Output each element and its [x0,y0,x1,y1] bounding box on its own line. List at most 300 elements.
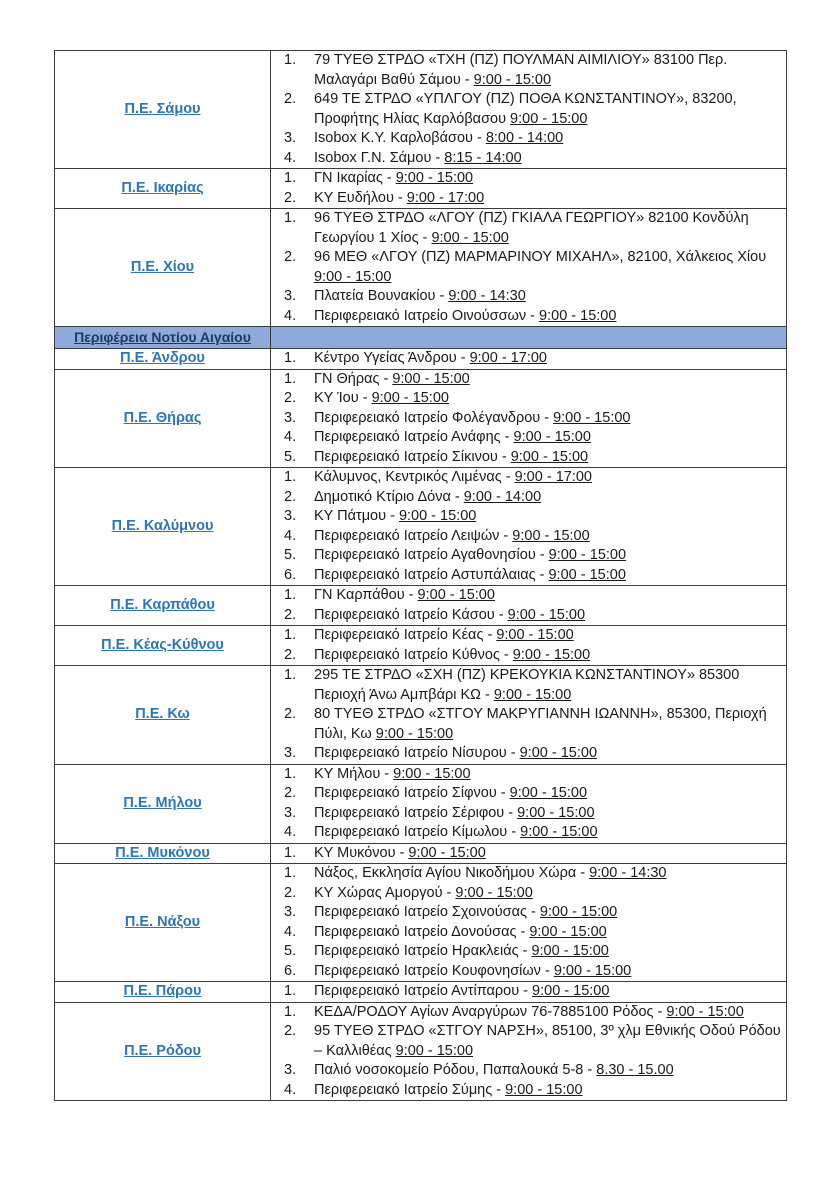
item-number: 3. [284,1062,297,1078]
item-number: 1. [284,587,297,603]
items-cell [271,586,787,626]
facility-item [271,389,786,409]
item-text: Δημοτικό Κτίριο Δόνα - [314,488,464,505]
items-cell [271,1002,787,1101]
item-body [314,705,786,744]
item-time: 9:00 - 15:00 [417,587,495,603]
item-number: 5. [284,943,297,959]
item-number: 2. [284,91,297,107]
item-number: 1. [284,350,297,366]
item-text: Περιφερειακό Ιατρείο Σίφνου - [314,785,510,801]
item-number: 4. [284,824,297,840]
item-body [314,804,786,824]
item-text: Περιφερειακό Ιατρείο Αγαθονησίου - [314,547,549,563]
item-time: 9:00 - 15:00 [314,268,392,285]
item-body [314,586,786,606]
region-cell [55,1002,271,1101]
item-text: ΚΥ Μήλου - [314,765,394,782]
item-text: ΚΥ Μυκόνου - [314,844,409,861]
item-time: 9:00 - 15:00 [532,983,610,999]
item-time: 9:00 - 15:00 [392,370,470,387]
facility-item [271,1081,786,1101]
items-cell [271,51,787,169]
item-body [314,248,786,287]
item-text: Περιφερειακό Ιατρείο Λειψών - [314,527,513,544]
item-number: 6. [284,962,297,979]
item-time: 9:00 - 15:00 [398,508,477,524]
facility-list [271,1003,786,1101]
item-number: 2. [284,249,297,265]
facility-item [271,307,786,327]
item-number: 3. [284,804,297,821]
region-cell [55,369,271,468]
item-time: 9:00 - 15:00 [517,804,595,821]
item-text: Περιφερειακό Ιατρείο Ηρακλειάς - [314,943,532,959]
item-text: Περιφερειακό Ιατρείο Σίκινου - [314,448,511,465]
item-time: 9:00 - 17:00 [469,350,547,366]
item-text: Παλιό νοσοκομείο Ρόδου, Παπαλουκά 5-8 - [314,1062,597,1078]
facility-list [271,666,786,764]
item-number: 5. [284,448,297,465]
item-number: 1. [284,667,297,683]
facility-item [271,287,786,307]
item-text: Περιφερειακό Ιατρείο Σύμης - [314,1081,506,1098]
item-number: 1. [284,52,297,68]
facility-item [271,784,786,804]
item-number: 4. [284,923,297,940]
table-row [55,586,787,626]
item-body [314,507,786,527]
item-number: 2. [284,646,297,663]
facility-item [271,409,786,429]
facility-item [271,546,786,566]
item-number: 1. [284,627,297,643]
table-row [55,209,787,327]
item-time: 9:00 - 15:00 [510,110,588,127]
facility-list [271,844,786,864]
item-text: Περιφερειακό Ιατρείο Αστυπάλαιας - [314,566,549,583]
band-cell [55,327,271,349]
item-text: 80 ΤΥΕΘ ΣΤΡΔΟ «ΣΤΓΟΥ ΜΑΚΡΥΓΙΑΝΝΗ ΙΩΑΝΝΗ», 85300, Περιοχή Πύλι, Κω [314,706,767,742]
region-cell [55,349,271,370]
item-body [314,823,786,843]
item-time: 9:00 - 15:00 [408,844,486,861]
table-row [55,843,787,864]
item-text: Περιφερειακό Ιατρείο Κέας - [314,627,497,643]
item-time: 9:00 - 15:00 [455,884,533,901]
items-cell [271,864,787,982]
facility-item [271,864,786,884]
item-text: ΓΝ Ικαρίας - [314,170,396,186]
item-text: Περιφερειακό Ιατρείο Σχοινούσας - [314,904,540,920]
region-link[interactable]: Π.Ε. Νάξου [124,914,201,930]
item-body [314,962,786,982]
item-number: 1. [284,210,297,226]
item-time: 9:00 - 15:00 [513,429,591,445]
item-body [314,1081,786,1101]
items-cell [271,843,787,864]
item-text: Περιφερειακό Ιατρείο Κύθνος - [314,646,513,663]
item-number: 2. [284,488,297,505]
region-cell [55,51,271,169]
region-link[interactable]: Π.Ε. Πάρου [123,983,202,1000]
table-row [55,1002,787,1101]
item-text: Isobox Κ.Υ. Καρλοβάσου - [314,130,486,146]
item-body [314,488,786,508]
item-body [314,527,786,547]
item-number: 1. [284,370,297,387]
item-number: 1. [284,765,297,782]
table-row [55,982,787,1003]
item-body [314,546,786,566]
item-body [314,744,786,764]
facility-list [271,864,786,981]
facility-item [271,962,786,982]
region-link[interactable]: Π.Ε. Μήλου [123,795,202,811]
facility-list [271,626,786,665]
table-row [55,626,787,666]
item-body [314,448,786,468]
items-cell [271,982,787,1003]
table-row [55,864,787,982]
region-link[interactable]: Π.Ε. Ρόδου [124,1042,201,1059]
item-time: 9:00 - 15:00 [539,904,618,920]
item-time: 9:00 - 15:00 [395,1042,474,1059]
item-text: Περιφερειακό Ιατρείο Κίμωλου - [314,824,521,840]
item-body [314,884,786,904]
region-cell [55,586,271,626]
facility-table-body [55,51,787,1101]
item-number: 1. [284,1003,297,1020]
item-time: 9:00 - 15:00 [371,390,449,406]
facility-item [271,488,786,508]
health-facilities-table [54,50,787,1101]
item-time: 9:00 - 15:00 [395,170,474,186]
item-text: ΓΝ Καρπάθου - [314,587,418,603]
item-time: 9:00 - 15:00 [509,785,588,801]
item-number: 2. [284,884,297,901]
facility-list [271,370,786,468]
item-time: 9:00 - 15:00 [505,1081,583,1098]
facility-item [271,844,786,864]
item-time: 9:00 - 15:00 [539,307,617,324]
item-number: 4. [284,307,297,324]
facility-item [271,90,786,129]
item-time: 9:00 - 14:30 [589,865,667,881]
item-body [314,129,786,149]
facility-list [271,349,786,369]
item-text: Περιφερειακό Ιατρείο Κουφονησίων - [314,962,554,979]
item-number: 1. [284,170,297,186]
item-body [314,903,786,923]
region-cell [55,626,271,666]
item-body [314,90,786,129]
facility-item [271,468,786,488]
item-number: 4. [284,527,297,544]
region-link[interactable]: Π.Ε. Χίου [130,259,195,275]
facility-list [271,765,786,843]
items-cell [271,626,787,666]
item-text: ΚΥ Χώρας Αμοργού - [314,884,456,901]
item-time: 9:00 - 15:00 [666,1003,744,1020]
facility-item [271,349,786,369]
facility-item [271,507,786,527]
region-cell [55,864,271,982]
facility-item [271,149,786,169]
item-time: 9:00 - 15:00 [375,725,454,742]
item-text: ΓΝ Θήρας - [314,370,393,387]
facility-item [271,1061,786,1081]
facility-item [271,765,786,785]
region-cell [55,982,271,1003]
region-cell [55,764,271,843]
item-text: Περιφερειακό Ιατρείο Ανάφης - [314,429,514,445]
item-text: Πλατεία Βουνακίου - [314,288,449,304]
facility-item [271,626,786,646]
facility-item [271,982,786,1002]
facility-item [271,586,786,606]
region-link[interactable]: Π.Ε. Θήρας [123,409,202,426]
item-text: ΚΥ Ευδήλου - [314,189,407,206]
table-row [55,764,787,843]
facility-list [271,586,786,625]
facility-item [271,428,786,448]
item-time: 9:00 - 15:00 [553,409,631,426]
item-body [314,209,786,248]
region-link[interactable]: Π.Ε. Κω [135,706,190,723]
table-row [55,349,787,370]
table-row [55,468,787,586]
item-text: Περιφερειακό Ιατρείο Σέριφου - [314,804,518,821]
item-text: Κάλυμνος, Κεντρικός Λιμένας - [314,469,515,485]
item-time: 9:00 - 15:00 [519,745,598,761]
item-body [314,287,786,307]
region-link[interactable]: Π.Ε. Άνδρου [120,350,205,367]
item-body [314,765,786,785]
region-cell [55,843,271,864]
item-body [314,606,786,626]
facility-item [271,804,786,824]
item-time: 9:00 - 15:00 [496,627,574,643]
items-cell [271,369,787,468]
facility-item [271,527,786,547]
item-number: 3. [284,904,297,920]
item-body [314,784,786,804]
item-number: 3. [284,288,297,304]
items-cell [271,209,787,327]
item-body [314,349,786,369]
item-number: 2. [284,706,297,722]
item-body [314,307,786,327]
item-text: Περιφερειακό Ιατρείο Οινούσσων - [314,307,540,324]
item-body [314,1022,786,1061]
item-text: ΚΥ Ίου - [314,390,372,406]
facility-list [271,209,786,326]
region-cell [55,666,271,765]
item-number: 6. [284,566,297,583]
items-cell [271,764,787,843]
item-number: 3. [284,130,297,146]
item-number: 5. [284,547,297,563]
item-body [314,923,786,943]
item-body [314,149,786,169]
item-time: 9:00 - 15:00 [529,923,607,940]
item-time: 9:00 - 17:00 [514,469,592,485]
item-number: 2. [284,189,297,206]
item-time: 8.30 - 15.00 [596,1062,674,1078]
section-band-row [55,327,787,349]
item-time: 9:00 - 15:00 [520,824,598,840]
facility-item [271,823,786,843]
table-row [55,169,787,209]
item-text: 79 ΤΥΕΘ ΣΤΡΔΟ «ΤΧΗ (ΠΖ) ΠΟΥΛΜΑΝ ΑΙΜΙΛΙΟΥ» 83100 Περ. Μαλαγάρι Βαθύ Σάμου - [314,52,728,88]
facility-item [271,209,786,248]
items-cell [271,169,787,209]
facility-item [271,448,786,468]
facility-item [271,705,786,744]
item-number: 4. [284,1081,297,1098]
facility-list [271,468,786,585]
item-text: ΚΕΔΑ/ΡΟΔΟΥ Αγίων Αναργύρων 76-7885100 Ρόδος - [314,1003,667,1020]
item-number: 2. [284,1023,297,1039]
facility-item [271,884,786,904]
region-link[interactable]: Π.Ε. Σάμου [124,101,201,117]
item-text: 295 ΤΕ ΣΤΡΔΟ «ΣΧΗ (ΠΖ) ΚΡΕΚΟΥΚΙΑ ΚΩΝΣΤΑΝΤΙΝΟΥ» 85300 Περιοχή Άνω Αμπβάρι ΚΩ - [314,667,740,703]
item-body [314,409,786,429]
table-row [55,666,787,765]
item-body [314,189,786,209]
facility-item [271,1003,786,1023]
facility-item [271,189,786,209]
region-cell [55,169,271,209]
item-time: 9:00 - 15:00 [512,646,591,663]
item-text: Περιφερειακό Ιατρείο Αντίπαρου - [314,983,533,999]
item-time: 9:00 - 15:00 [512,527,590,544]
item-number: 3. [284,508,297,524]
region-link[interactable]: Π.Ε. Κέας-Κύθνου [101,637,224,653]
facility-list [271,982,786,1002]
item-number: 3. [284,409,297,426]
item-body [314,1061,786,1081]
item-body [314,1003,786,1023]
facility-item [271,248,786,287]
facility-list [271,51,786,168]
facility-item [271,666,786,705]
item-body [314,51,786,90]
item-text: Νάξος, Εκκλησία Αγίου Νικοδήμου Χώρα - [314,865,590,881]
band-cell-empty [271,327,787,349]
facility-item [271,646,786,666]
item-text: Περιφερειακό Ιατρείο Νίσυρου - [314,745,520,761]
item-text: 96 ΤΥΕΘ ΣΤΡΔΟ «ΛΓΟΥ (ΠΖ) ΓΚΙΑΛΑ ΓΕΩΡΓΙΟΥ» 82100 Κονδύλη Γεωργίου 1 Χίος - [314,210,749,246]
item-time: 9:00 - 14:00 [463,488,542,505]
item-time: 9:00 - 15:00 [473,71,552,88]
item-text: 95 ΤΥΕΘ ΣΤΡΔΟ «ΣΤΓΟΥ ΝΑΡΣΗ», 85100, 3º χλμ Εθνικής Οδού Ρόδου – Καλλιθέας [314,1023,781,1059]
items-cell [271,468,787,586]
table-row [55,51,787,169]
region-link[interactable]: Π.Ε. Μυκόνου [115,844,210,861]
item-body [314,566,786,586]
item-time: 9:00 - 14:30 [448,288,526,304]
region-link[interactable]: Π.Ε. Καλύμνου [111,518,214,534]
facility-item [271,903,786,923]
item-body [314,370,786,390]
item-time: 9:00 - 15:00 [548,547,627,563]
item-text: Isobox Γ.Ν. Σάμου - [314,149,445,166]
table-row [55,369,787,468]
item-time: 9:00 - 15:00 [531,943,609,959]
item-text: 649 ΤΕ ΣΤΡΔΟ «ΥΠΛΓΟΥ (ΠΖ) ΠΟΘΑ ΚΩΝΣΤΑΝΤΙΝΟΥ», 83200, Προφήτης Ηλίας Καρλόβασου [314,91,737,127]
item-time: 9:00 - 15:00 [393,765,471,782]
item-time: 9:00 - 17:00 [406,189,485,206]
facility-list [271,169,786,208]
item-text: ΚΥ Πάτμου - [314,508,399,524]
item-text: Περιφερειακό Ιατρείο Δονούσας - [314,923,530,940]
item-body [314,844,786,864]
item-time: 8:00 - 14:00 [485,130,564,146]
item-time: 9:00 - 15:00 [548,566,626,583]
section-band-label[interactable]: Περιφέρεια Νοτίου Αιγαίου [74,329,251,345]
item-number: 2. [284,785,297,801]
item-body [314,428,786,448]
region-cell [55,468,271,586]
item-time: 9:00 - 15:00 [553,962,632,979]
item-text: Κέντρο Υγείας Άνδρου - [314,350,470,366]
item-time: 9:00 - 15:00 [431,229,509,246]
item-number: 4. [284,149,297,166]
item-body [314,468,786,488]
item-body [314,666,786,705]
item-number: 1. [284,469,297,485]
item-body [314,942,786,962]
item-body [314,626,786,646]
item-body [314,389,786,409]
facility-item [271,370,786,390]
region-link[interactable]: Π.Ε. Καρπάθου [110,597,215,613]
item-number: 1. [284,844,297,861]
facility-item [271,942,786,962]
facility-item [271,606,786,626]
item-body [314,169,786,189]
facility-item [271,169,786,189]
item-number: 1. [284,865,297,881]
facility-item [271,923,786,943]
item-body [314,864,786,884]
item-time: 9:00 - 15:00 [510,448,589,465]
item-body [314,982,786,1002]
facility-item [271,1022,786,1061]
item-text: Περιφερειακό Ιατρείο Κάσου - [314,606,508,623]
facility-item [271,744,786,764]
item-number: 2. [284,606,297,623]
facility-item [271,129,786,149]
item-number: 3. [284,745,297,761]
items-cell [271,349,787,370]
item-text: Περιφερειακό Ιατρείο Φολέγανδρου - [314,409,554,426]
facility-item [271,51,786,90]
item-text: 96 ΜΕΘ «ΛΓΟΥ (ΠΖ) ΜΑΡΜΑΡΙΝΟΥ ΜΙΧΑΗΛ», 82100, Χάλκειος Χίου [314,249,767,265]
facility-item [271,566,786,586]
region-cell [55,209,271,327]
region-link[interactable]: Π.Ε. Ικαρίας [121,180,204,196]
item-number: 4. [284,429,297,445]
item-body [314,646,786,666]
item-time: 8:15 - 14:00 [444,149,522,166]
item-number: 2. [284,390,297,406]
item-time: 9:00 - 15:00 [493,686,572,703]
items-cell [271,666,787,765]
item-number: 1. [284,983,297,999]
